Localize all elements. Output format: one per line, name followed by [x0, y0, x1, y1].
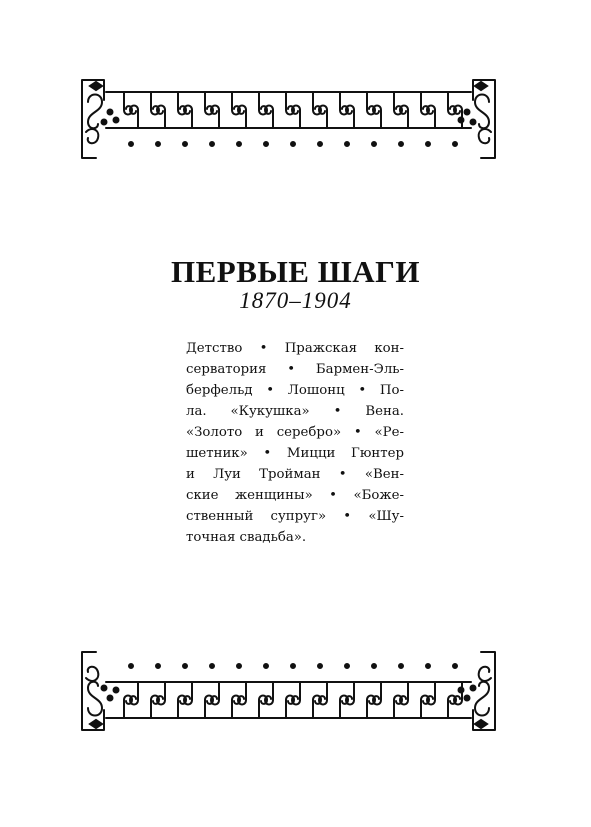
- ornament-dot: [453, 142, 457, 146]
- summary-line: «Золото и серебро» • «Ре-: [186, 425, 404, 440]
- ornament-dot: [399, 664, 403, 668]
- ornament-dot: [156, 664, 160, 668]
- chapter-title: ПЕРВЫЕ ШАГИ: [170, 254, 421, 289]
- ornament-dot: [291, 142, 295, 146]
- meander-motif: [259, 682, 273, 718]
- ornament-dot: [399, 142, 403, 146]
- chapter-summary: [186, 338, 404, 548]
- ornament-dot: [318, 142, 322, 146]
- ornament-bottom: [76, 646, 501, 738]
- ornament-dot: [129, 142, 133, 146]
- meander-motif: [232, 682, 246, 718]
- meander-motif: [124, 92, 138, 128]
- meander-motif: [340, 92, 354, 128]
- meander-motif: [313, 682, 327, 718]
- ornament-dot: [129, 664, 133, 668]
- ornament-dot: [264, 664, 268, 668]
- ornament-dot: [183, 664, 187, 668]
- summary-line: ские женщины» • «Боже-: [186, 488, 404, 503]
- meander-motif: [421, 92, 435, 128]
- ornament-dot: [345, 142, 349, 146]
- ornament-top: [76, 72, 501, 164]
- ornament-dot: [372, 664, 376, 668]
- meander-motif: [124, 682, 138, 718]
- meander-motif: [178, 682, 192, 718]
- ornament-dot: [264, 142, 268, 146]
- meander-motif: [232, 92, 246, 128]
- ornament-dot: [156, 142, 160, 146]
- summary-line: серватория • Бармен-Эль-: [186, 362, 404, 377]
- summary-line: ла. «Кукушка» • Вена.: [186, 404, 404, 419]
- summary-line: и Луи Тройман • «Вен-: [186, 467, 404, 482]
- summary-line: ственный супруг» • «Шу-: [186, 509, 404, 524]
- meander-motif: [367, 92, 381, 128]
- ornament-dot: [318, 664, 322, 668]
- meander-motif: [394, 92, 408, 128]
- ornament-dot: [210, 664, 214, 668]
- ornament-dot: [345, 664, 349, 668]
- summary-line: точная свадьба».: [186, 530, 307, 545]
- meander-motif: [286, 682, 300, 718]
- ornament-dot: [426, 664, 430, 668]
- meander-motif: [151, 92, 165, 128]
- ornament-dot: [237, 142, 241, 146]
- summary-line: Детство • Пражская кон-: [186, 341, 404, 356]
- meander-motif: [313, 92, 327, 128]
- meander-motif: [421, 682, 435, 718]
- meander-motif: [367, 682, 381, 718]
- meander-motif: [394, 682, 408, 718]
- meander-motif: [259, 92, 273, 128]
- ornament-dot: [237, 664, 241, 668]
- summary-line: шетник» • Мицци Гюнтер: [186, 446, 404, 461]
- ornament-dot: [210, 142, 214, 146]
- ornament-dot: [426, 142, 430, 146]
- meander-motif: [178, 92, 192, 128]
- chapter-years: 1870–1904: [239, 288, 352, 313]
- meander-motif: [340, 682, 354, 718]
- meander-motif: [205, 92, 219, 128]
- ornament-dot: [372, 142, 376, 146]
- meander-motif: [205, 682, 219, 718]
- ornament-dot: [183, 142, 187, 146]
- ornament-dot: [291, 664, 295, 668]
- meander-motif: [151, 682, 165, 718]
- ornament-dot: [453, 664, 457, 668]
- meander-motif: [286, 92, 300, 128]
- summary-line: берфельд • Лошонц • По-: [186, 383, 404, 398]
